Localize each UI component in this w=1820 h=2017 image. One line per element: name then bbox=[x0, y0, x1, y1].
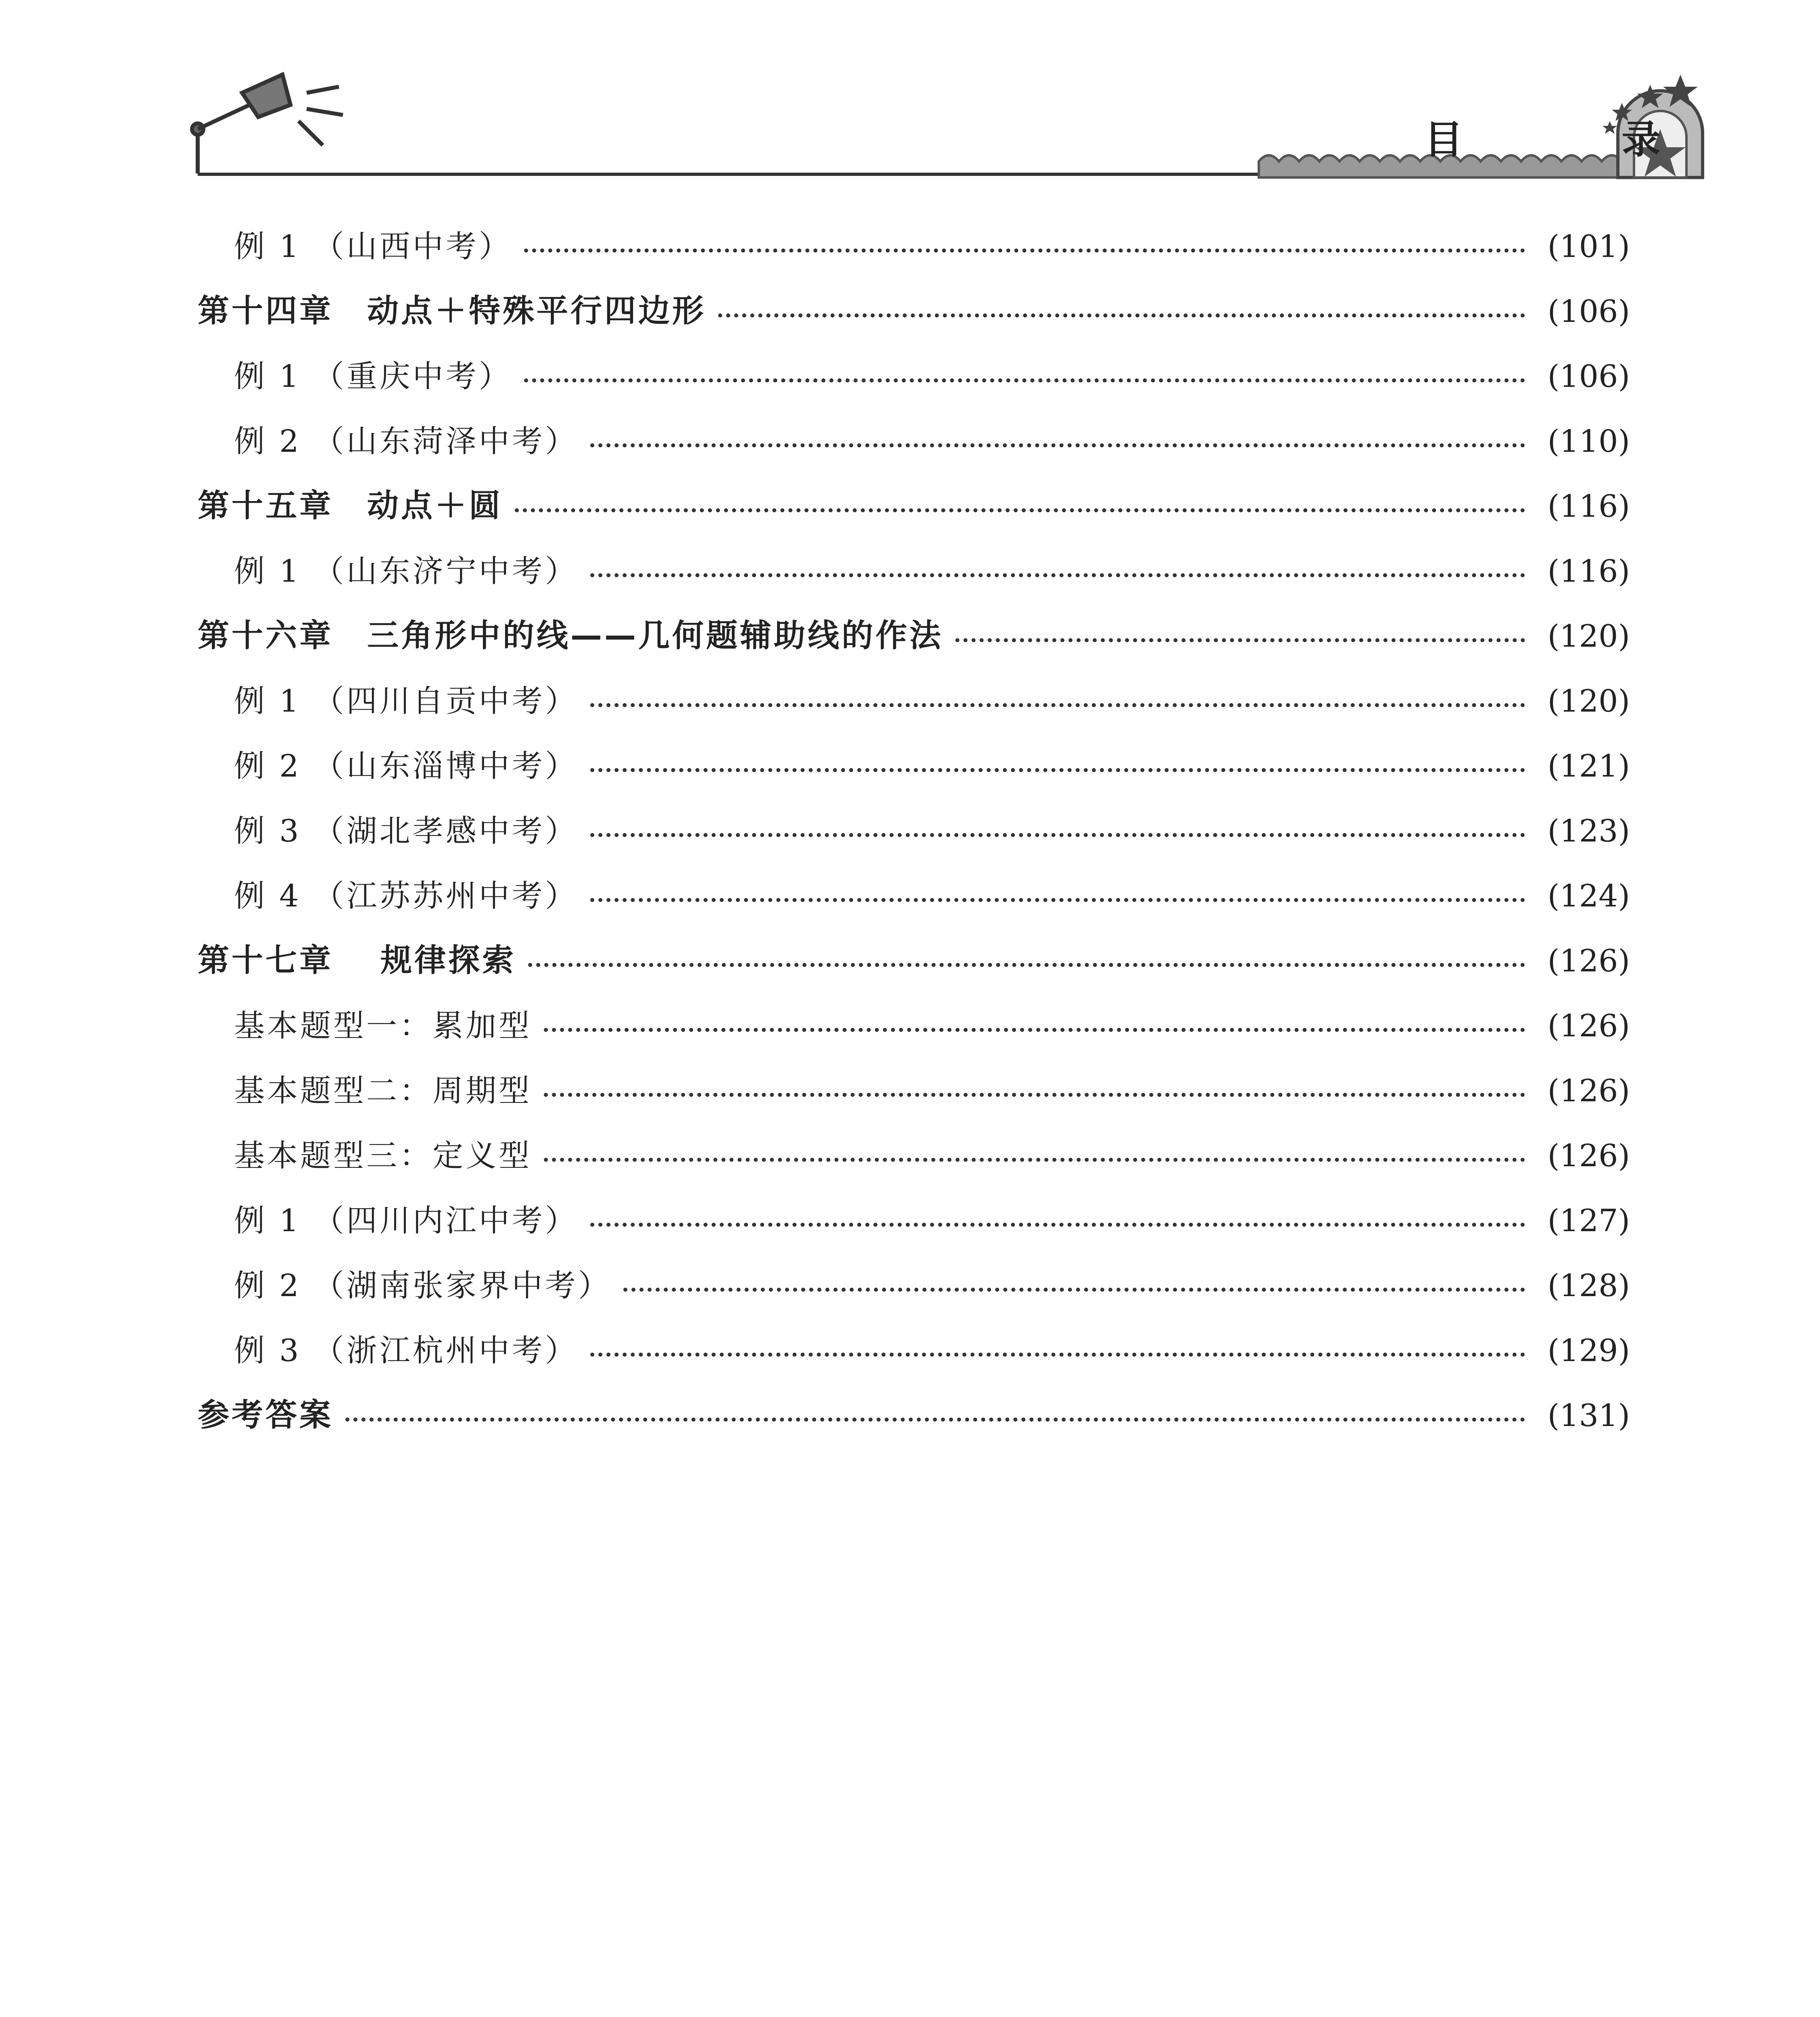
toc-sub-entry[interactable] bbox=[198, 1253, 1630, 1318]
toc-entry-page: (110) bbox=[1547, 423, 1630, 459]
toc-sub-entry[interactable] bbox=[198, 539, 1630, 603]
toc-entry-label: 基本题型一：累加型 bbox=[234, 1008, 532, 1044]
toc-entry-label: 例 3 （湖北孝感中考） bbox=[234, 813, 578, 849]
dot-leader bbox=[544, 1158, 1525, 1162]
page-header bbox=[0, 0, 1820, 190]
dot-leader bbox=[623, 1288, 1525, 1292]
toc-entry-label: 第十六章 三角形中的线——几何题辅助线的作法 bbox=[198, 618, 944, 654]
toc-entry-label: 第十四章 动点＋特殊平行四边形 bbox=[198, 293, 706, 329]
toc-chapter-entry[interactable] bbox=[198, 603, 1630, 668]
toc-chapter-entry[interactable] bbox=[198, 928, 1630, 993]
toc-sub-entry[interactable] bbox=[198, 863, 1630, 928]
toc-entry-page: (124) bbox=[1547, 878, 1630, 914]
dot-leader bbox=[590, 898, 1525, 902]
toc-entry-label: 第十五章 动点＋圆 bbox=[198, 488, 503, 524]
toc-entry-label: 例 2 （山东菏泽中考） bbox=[234, 423, 578, 459]
toc-entry-label: 例 2 （湖南张家界中考） bbox=[234, 1267, 611, 1303]
toc-entry-label: 例 4 （江苏苏州中考） bbox=[234, 878, 578, 914]
toc-entry-label: 例 1 （四川内江中考） bbox=[234, 1203, 578, 1238]
toc-entry-label: 例 1 （重庆中考） bbox=[234, 358, 512, 394]
toc-entry-page: (116) bbox=[1547, 553, 1630, 589]
toc-sub-entry[interactable] bbox=[198, 409, 1630, 474]
toc-entry-page: (126) bbox=[1547, 943, 1630, 979]
toc-chapter-entry[interactable] bbox=[198, 279, 1630, 344]
toc-sub-entry[interactable] bbox=[198, 214, 1630, 279]
dot-leader bbox=[590, 833, 1525, 837]
dot-leader bbox=[345, 1418, 1525, 1422]
toc-entry-label: 基本题型二：周期型 bbox=[234, 1073, 532, 1109]
toc-entry-page: (126) bbox=[1547, 1138, 1630, 1173]
dot-leader bbox=[590, 1353, 1525, 1357]
toc-entry-page: (123) bbox=[1547, 813, 1630, 849]
toc-entry-page: (116) bbox=[1547, 488, 1630, 524]
toc-entry-label: 例 1 （四川自贡中考） bbox=[234, 683, 578, 719]
toc-entry-page: (126) bbox=[1547, 1073, 1630, 1109]
toc-entry-page: (129) bbox=[1547, 1332, 1630, 1368]
toc-entry-page: (131) bbox=[1547, 1397, 1630, 1433]
dot-leader bbox=[590, 703, 1525, 707]
dot-leader bbox=[544, 1028, 1525, 1032]
toc-sub-entry[interactable] bbox=[198, 344, 1630, 409]
toc-entry-page: (127) bbox=[1547, 1203, 1630, 1238]
dot-leader bbox=[544, 1093, 1525, 1097]
dot-leader bbox=[528, 963, 1525, 967]
dot-leader bbox=[590, 573, 1525, 577]
toc-sub-entry[interactable] bbox=[198, 1318, 1630, 1383]
toc-sub-entry[interactable] bbox=[198, 1058, 1630, 1123]
toc-chapter-entry[interactable] bbox=[198, 1383, 1630, 1448]
toc-sub-entry[interactable] bbox=[198, 1188, 1630, 1253]
toc-sub-entry[interactable] bbox=[198, 668, 1630, 733]
dot-leader bbox=[955, 638, 1525, 642]
dot-leader bbox=[590, 1223, 1525, 1227]
toc-sub-entry[interactable] bbox=[198, 1123, 1630, 1188]
dot-leader bbox=[515, 508, 1525, 512]
dot-leader bbox=[718, 313, 1525, 317]
toc-entry-label: 基本题型三：定义型 bbox=[234, 1138, 532, 1173]
toc-entry-label: 例 2 （山东淄博中考） bbox=[234, 748, 578, 784]
dot-leader bbox=[590, 768, 1525, 772]
toc-entry-page: (121) bbox=[1547, 748, 1630, 784]
toc-entry-label: 第十七章 规律探索 bbox=[198, 942, 516, 979]
toc-entry-page: (106) bbox=[1547, 293, 1630, 329]
toc-entry-page: (128) bbox=[1547, 1267, 1630, 1303]
toc-entry-label: 例 1 （山西中考） bbox=[234, 228, 512, 264]
table-of-contents bbox=[198, 214, 1630, 1448]
toc-entry-page: (106) bbox=[1547, 358, 1630, 394]
toc-entry-label: 例 1 （山东济宁中考） bbox=[234, 553, 578, 589]
dot-leader bbox=[524, 248, 1525, 253]
toc-entry-label: 例 3 （浙江杭州中考） bbox=[234, 1332, 578, 1368]
dot-leader bbox=[524, 378, 1525, 382]
toc-sub-entry[interactable] bbox=[198, 993, 1630, 1058]
toc-entry-label: 参考答案 bbox=[198, 1397, 334, 1433]
toc-chapter-entry[interactable] bbox=[198, 474, 1630, 539]
toc-entry-page: (126) bbox=[1547, 1008, 1630, 1044]
toc-sub-entry[interactable] bbox=[198, 798, 1630, 863]
toc-entry-page: (120) bbox=[1547, 618, 1630, 654]
toc-entry-page: (101) bbox=[1547, 228, 1630, 264]
toc-sub-entry[interactable] bbox=[198, 733, 1630, 798]
page-title: 目 录 bbox=[1424, 117, 1733, 162]
lamp-icon bbox=[192, 75, 343, 173]
dot-leader bbox=[590, 443, 1525, 447]
toc-entry-page: (120) bbox=[1547, 683, 1630, 719]
